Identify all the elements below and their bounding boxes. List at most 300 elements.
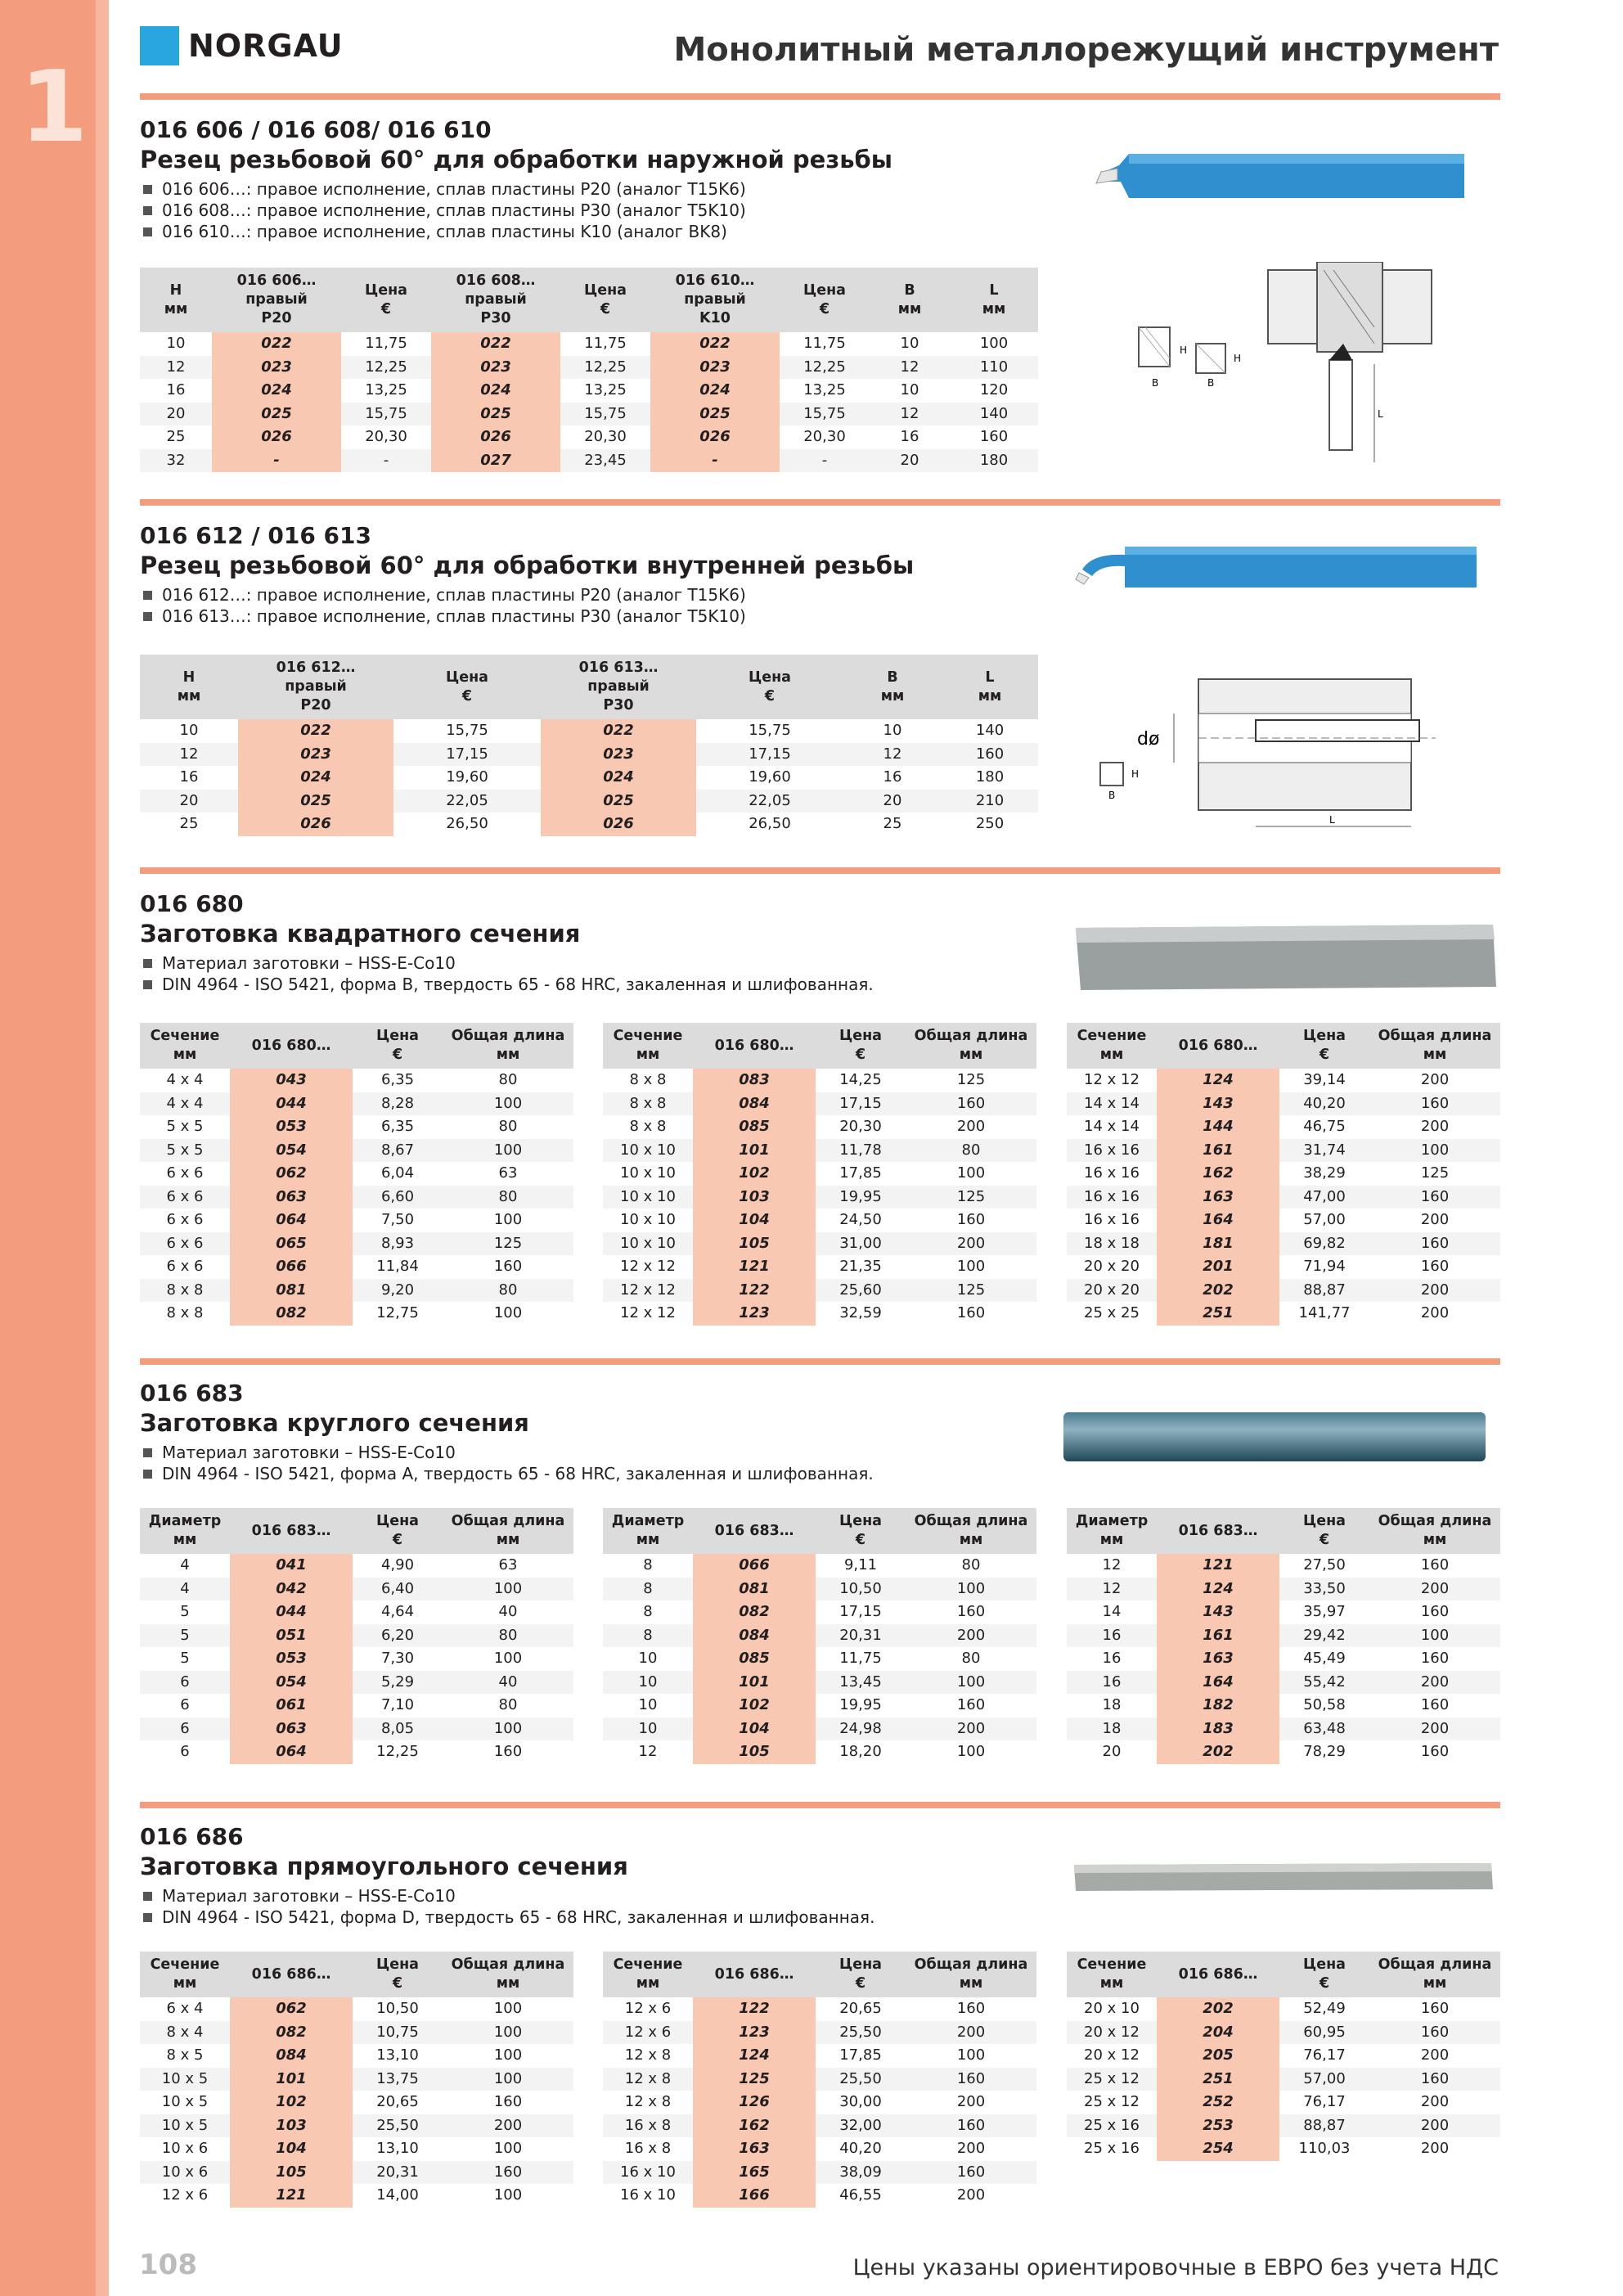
bullet-item: 016 612…: правое исполнение, сплав пластины P20 (аналог T15K6)	[143, 584, 746, 606]
article-code: 066	[693, 1554, 816, 1578]
table-cell: 180	[942, 766, 1038, 790]
table-row	[140, 1578, 573, 1601]
table-cell: 140	[942, 719, 1038, 743]
dim-h-label: H	[1131, 768, 1140, 780]
column-header: Общая длина мм	[1369, 1508, 1500, 1554]
table-row	[140, 1717, 573, 1741]
table-cell: 80	[443, 1069, 573, 1092]
table-cell: 200	[1369, 2137, 1500, 2161]
table-cell: 16	[1067, 1647, 1157, 1671]
table-row	[140, 449, 1038, 473]
dim-h-label: H	[1180, 344, 1188, 356]
table-cell: 20,31	[353, 2161, 443, 2185]
table-cell: 32	[140, 449, 212, 473]
table-cell: 100	[443, 2137, 573, 2161]
article-code: 023	[431, 356, 560, 380]
section-code: 016 686	[140, 1823, 244, 1850]
table-row	[140, 719, 1038, 743]
table-cell: 160	[906, 1600, 1036, 1624]
price-table	[1067, 1952, 1500, 2161]
column-header: Цена €	[816, 1508, 906, 1554]
table-cell: 10 x 5	[140, 2068, 230, 2091]
table-cell: 4 x 4	[140, 1092, 230, 1116]
article-code: 064	[230, 1740, 353, 1764]
table-cell: 5	[140, 1624, 230, 1648]
table-cell: 200	[906, 2137, 1036, 2161]
column-header: Сечение мм	[603, 1023, 693, 1069]
table-cell: 20,30	[780, 425, 870, 449]
table-cell: 5 x 5	[140, 1115, 230, 1139]
table-cell: 10 x 10	[603, 1186, 693, 1209]
table-row	[140, 743, 1038, 767]
table-cell: 12 x 8	[603, 2068, 693, 2091]
table-cell: 6	[140, 1717, 230, 1741]
table-cell: 31,74	[1279, 1139, 1369, 1163]
article-code: 026	[431, 425, 560, 449]
table-row	[140, 2137, 573, 2161]
table-cell: 10	[603, 1694, 693, 1717]
article-code: 143	[1157, 1600, 1279, 1624]
table-row	[603, 1578, 1036, 1601]
table-cell: 8,67	[353, 1139, 443, 1163]
table-cell: 10	[603, 1717, 693, 1741]
table-cell: 120	[950, 379, 1038, 403]
table-cell: 11,78	[816, 1139, 906, 1163]
bullet-list	[143, 178, 746, 242]
table-cell: 10,75	[353, 2021, 443, 2045]
table-cell: 200	[906, 2184, 1036, 2208]
column-header: B мм	[843, 655, 942, 719]
table-header-row	[603, 1508, 1036, 1554]
table-row	[1067, 1279, 1500, 1303]
table-cell: 5	[140, 1647, 230, 1671]
table-cell: 8,05	[353, 1717, 443, 1741]
table-cell: 17,15	[393, 743, 541, 767]
table-cell: 20	[1067, 1740, 1157, 1764]
article-code: 182	[1157, 1694, 1279, 1717]
table-cell: 100	[1369, 1139, 1500, 1163]
table-cell: 11,75	[341, 332, 431, 356]
article-code: 062	[230, 1997, 353, 2021]
table-cell: 40	[443, 1600, 573, 1624]
table-cell: 125	[906, 1069, 1036, 1092]
table-row	[140, 1694, 573, 1717]
article-code: 022	[431, 332, 560, 356]
article-code: 205	[1157, 2044, 1279, 2068]
article-code: 082	[230, 1302, 353, 1326]
article-code: 161	[1157, 1624, 1279, 1648]
article-code: 144	[1157, 1115, 1279, 1139]
article-code: 026	[212, 425, 341, 449]
table-cell: 200	[1369, 2091, 1500, 2114]
table-cell: 200	[906, 2091, 1036, 2114]
article-code: 122	[693, 1997, 816, 2021]
table-cell: 13,25	[560, 379, 650, 403]
article-code: 105	[693, 1232, 816, 1256]
table-cell: 100	[1369, 1624, 1500, 1648]
table-row	[1067, 1578, 1500, 1601]
article-code: 103	[693, 1186, 816, 1209]
table-cell: 88,87	[1279, 1279, 1369, 1303]
table-cell: 20 x 20	[1067, 1255, 1157, 1279]
table-row	[603, 1740, 1036, 1764]
article-code: 082	[693, 1600, 816, 1624]
table-cell: 160	[443, 2091, 573, 2114]
table-cell: 160	[1369, 1997, 1500, 2021]
column-header: Диаметр мм	[1067, 1508, 1157, 1554]
table-cell: 76,17	[1279, 2044, 1369, 2068]
table-cell: 200	[1369, 1671, 1500, 1695]
bullet-item: Материал заготовки – HSS-E-Co10	[143, 1442, 874, 1463]
tool-diagram-external	[1129, 262, 1456, 475]
price-table	[140, 268, 1038, 472]
table-header-row	[603, 1952, 1036, 1997]
table-cell: 8,28	[353, 1092, 443, 1116]
article-code: 026	[541, 813, 696, 836]
table-cell: 160	[906, 2114, 1036, 2138]
column-header: 016 680…	[693, 1023, 816, 1069]
table-cell: 100	[443, 2068, 573, 2091]
table-cell: 200	[906, 1115, 1036, 1139]
table-row	[1067, 2091, 1500, 2114]
price-table	[140, 1023, 573, 1326]
table-row	[140, 1740, 573, 1764]
table-cell: 100	[443, 1209, 573, 1232]
table-cell: 14,25	[816, 1069, 906, 1092]
table-cell: 10	[870, 332, 950, 356]
table-cell: 17,15	[816, 1600, 906, 1624]
article-code: 251	[1157, 1302, 1279, 1326]
table-cell: 4,90	[353, 1554, 443, 1578]
table-cell: 10 x 6	[140, 2161, 230, 2185]
table-row	[140, 356, 1038, 380]
table-row	[140, 1302, 573, 1326]
dim-h-label: H	[1234, 353, 1242, 364]
table-cell: 13,25	[341, 379, 431, 403]
table-cell: 200	[1369, 1279, 1500, 1303]
article-code: 201	[1157, 1255, 1279, 1279]
section-title: Заготовка прямоугольного сечения	[140, 1853, 628, 1880]
table-cell: 200	[906, 1624, 1036, 1648]
table-cell: 38,29	[1279, 1162, 1369, 1186]
table-cell: 8 x 8	[140, 1279, 230, 1303]
article-code: 063	[230, 1717, 353, 1741]
section-title: Заготовка квадратного сечения	[140, 920, 581, 948]
table-cell: 20,30	[560, 425, 650, 449]
table-row	[140, 1554, 573, 1578]
table-row	[1067, 1092, 1500, 1116]
table-cell: 10,50	[816, 1578, 906, 1601]
article-code: 101	[230, 2068, 353, 2091]
article-code: 204	[1157, 2021, 1279, 2045]
column-header: Сечение мм	[1067, 1952, 1157, 1997]
dim-b-label: B	[1152, 377, 1159, 389]
table-cell: 80	[443, 1624, 573, 1648]
article-code: 022	[212, 332, 341, 356]
column-header: 016 606… правый P20	[212, 268, 341, 332]
table-row	[603, 1232, 1036, 1256]
table-cell: 8,93	[353, 1232, 443, 1256]
section-title: Резец резьбовой 60° для обработки наружной резьбы	[140, 146, 893, 173]
table-cell: 19,60	[393, 766, 541, 790]
table-row	[1067, 2114, 1500, 2138]
table-cell: 200	[906, 1232, 1036, 1256]
table-header-row	[140, 1508, 573, 1554]
table-cell: 17,85	[816, 2044, 906, 2068]
table-cell: 200	[1369, 1209, 1500, 1232]
article-code: 181	[1157, 1232, 1279, 1256]
article-code: 252	[1157, 2091, 1279, 2114]
section-title: Заготовка круглого сечения	[140, 1409, 529, 1437]
table-cell: 11,75	[816, 1647, 906, 1671]
table-cell: 18	[1067, 1694, 1157, 1717]
column-header: Диаметр мм	[140, 1508, 230, 1554]
article-code: 165	[693, 2161, 816, 2185]
table-cell: 13,10	[353, 2044, 443, 2068]
table-cell: 10,50	[353, 1997, 443, 2021]
table-cell: 125	[1369, 1162, 1500, 1186]
table-cell: 12	[140, 743, 238, 767]
table-row	[140, 2068, 573, 2091]
table-cell: 15,75	[393, 719, 541, 743]
table-cell: 125	[443, 1232, 573, 1256]
table-cell: 160	[942, 743, 1038, 767]
table-cell: 6	[140, 1740, 230, 1764]
table-cell: 9,11	[816, 1554, 906, 1578]
table-cell: 25,50	[353, 2114, 443, 2138]
table-cell: 4	[140, 1554, 230, 1578]
table-cell: 38,09	[816, 2161, 906, 2185]
table-cell: 8	[603, 1600, 693, 1624]
table-cell: 78,29	[1279, 1740, 1369, 1764]
table-cell: 100	[443, 2021, 573, 2045]
table-header-row	[140, 1952, 573, 1997]
article-code: 026	[650, 425, 780, 449]
table-cell: 8 x 5	[140, 2044, 230, 2068]
article-code: 026	[238, 813, 393, 836]
column-header: 016 683…	[1157, 1508, 1279, 1554]
article-code: 101	[693, 1671, 816, 1695]
bullet-item: 016 606…: правое исполнение, сплав пластины P20 (аналог T15K6)	[143, 178, 746, 200]
table-row	[603, 1647, 1036, 1671]
table-row	[1067, 1554, 1500, 1578]
table-cell: 20,30	[341, 425, 431, 449]
table-row	[140, 332, 1038, 356]
table-cell: 100	[443, 1139, 573, 1163]
column-header: 016 613… правый P30	[541, 655, 696, 719]
table-row	[140, 1232, 573, 1256]
table-cell: 60,95	[1279, 2021, 1369, 2045]
table-cell: 5 x 5	[140, 1139, 230, 1163]
article-code: 082	[230, 2021, 353, 2045]
table-row	[140, 1092, 573, 1116]
table-cell: 80	[906, 1647, 1036, 1671]
table-row	[140, 1209, 573, 1232]
column-header: 016 683…	[230, 1508, 353, 1554]
article-code: 103	[230, 2114, 353, 2138]
table-cell: 80	[443, 1279, 573, 1303]
table-cell: 12 x 6	[603, 2021, 693, 2045]
table-cell: 80	[443, 1115, 573, 1139]
column-header: Цена €	[341, 268, 431, 332]
article-code: 202	[1157, 1279, 1279, 1303]
table-cell: 20 x 20	[1067, 1279, 1157, 1303]
table-row	[603, 1279, 1036, 1303]
table-cell: 63,48	[1279, 1717, 1369, 1741]
page-number: 108	[139, 2249, 197, 2281]
article-code: 164	[1157, 1209, 1279, 1232]
section-code: 016 612 / 016 613	[140, 522, 372, 549]
table-cell: 10	[870, 379, 950, 403]
table-cell: 10 x 6	[140, 2137, 230, 2161]
table-row	[1067, 1694, 1500, 1717]
bullet-list	[143, 1442, 874, 1484]
article-code: 053	[230, 1115, 353, 1139]
table-cell: 25 x 12	[1067, 2091, 1157, 2114]
table-cell: 19,95	[816, 1186, 906, 1209]
table-cell: 17,15	[816, 1092, 906, 1116]
table-cell: 200	[1369, 1115, 1500, 1139]
column-header: Сечение мм	[603, 1952, 693, 1997]
table-cell: 7,50	[353, 1209, 443, 1232]
section-divider	[140, 1802, 1500, 1808]
table-cell: 16 x 16	[1067, 1209, 1157, 1232]
table-cell: 20	[843, 790, 942, 813]
section-code: 016 683	[140, 1380, 244, 1407]
article-code: 023	[650, 356, 780, 380]
table-row	[603, 1717, 1036, 1741]
table-cell: 16 x 10	[603, 2184, 693, 2208]
table-cell: 14 x 14	[1067, 1115, 1157, 1139]
table-cell: 18 x 18	[1067, 1232, 1157, 1256]
table-cell: 13,45	[816, 1671, 906, 1695]
table-row	[1067, 1162, 1500, 1186]
table-cell: 6,40	[353, 1578, 443, 1601]
column-header: Цена €	[353, 1952, 443, 1997]
table-cell: 22,05	[696, 790, 843, 813]
article-code: 025	[650, 403, 780, 426]
table-cell: 11,75	[780, 332, 870, 356]
table-cell: 39,14	[1279, 1069, 1369, 1092]
column-header: L мм	[942, 655, 1038, 719]
table-cell: 16	[843, 766, 942, 790]
table-row	[140, 1671, 573, 1695]
column-header: Общая длина мм	[906, 1952, 1036, 1997]
table-cell: 4	[140, 1578, 230, 1601]
table-cell: 5,29	[353, 1671, 443, 1695]
price-table	[140, 655, 1038, 836]
table-row	[1067, 1232, 1500, 1256]
table-cell: 80	[443, 1186, 573, 1209]
table-cell: 12 x 8	[603, 2044, 693, 2068]
table-cell: 10 x 10	[603, 1209, 693, 1232]
table-cell: 210	[942, 790, 1038, 813]
table-cell: 100	[443, 1578, 573, 1601]
table-cell: 27,50	[1279, 1554, 1369, 1578]
column-header: L мм	[950, 268, 1038, 332]
table-cell: 24,98	[816, 1717, 906, 1741]
table-cell: 33,50	[1279, 1578, 1369, 1601]
table-cell: 100	[906, 1578, 1036, 1601]
article-code: 085	[693, 1115, 816, 1139]
article-code: 125	[693, 2068, 816, 2091]
table-row	[140, 1162, 573, 1186]
article-code: 025	[431, 403, 560, 426]
column-header: 016 683…	[693, 1508, 816, 1554]
table-cell: 16 x 10	[603, 2161, 693, 2185]
table-cell: 12	[603, 1740, 693, 1764]
table-cell: 4 x 4	[140, 1069, 230, 1092]
article-code: 102	[693, 1162, 816, 1186]
table-row	[603, 1302, 1036, 1326]
table-cell: 12	[140, 356, 212, 380]
article-code: 042	[230, 1578, 353, 1601]
table-cell: 140	[950, 403, 1038, 426]
article-code: 022	[541, 719, 696, 743]
table-cell: 10 x 10	[603, 1232, 693, 1256]
section-divider	[140, 93, 1500, 100]
table-row	[140, 790, 1038, 813]
column-header: H мм	[140, 655, 238, 719]
column-header: Цена €	[353, 1508, 443, 1554]
column-header: Цена €	[696, 655, 843, 719]
table-cell: 20 x 12	[1067, 2021, 1157, 2045]
column-header: 016 610… правый K10	[650, 268, 780, 332]
table-cell: 12 x 12	[1067, 1069, 1157, 1092]
article-code: 164	[1157, 1671, 1279, 1695]
table-cell: 100	[906, 2044, 1036, 2068]
dim-l-label: L	[1329, 814, 1335, 826]
table-cell: 20,65	[353, 2091, 443, 2114]
table-cell: 16 x 16	[1067, 1186, 1157, 1209]
table-row	[603, 2091, 1036, 2114]
bullet-item: DIN 4964 - ISO 5421, форма A, твердость 65 - 68 HRC, закаленная и шлифованная.	[143, 1463, 874, 1484]
table-cell: 12	[870, 403, 950, 426]
table-cell: 10	[603, 1671, 693, 1695]
article-code: 022	[238, 719, 393, 743]
table-cell: 125	[906, 1186, 1036, 1209]
table-cell: 26,50	[393, 813, 541, 836]
article-code: 101	[693, 1139, 816, 1163]
column-header: 016 680…	[230, 1023, 353, 1069]
column-header: Сечение мм	[1067, 1023, 1157, 1069]
article-code: 202	[1157, 1997, 1279, 2021]
table-cell: 6,35	[353, 1115, 443, 1139]
table-row	[603, 1115, 1036, 1139]
table-cell: 80	[906, 1139, 1036, 1163]
table-cell: 200	[1369, 2114, 1500, 2138]
table-row	[140, 813, 1038, 836]
table-cell: 6,35	[353, 1069, 443, 1092]
section-title: Резец резьбовой 60° для обработки внутренней резьбы	[140, 551, 915, 579]
bullet-item: 016 608…: правое исполнение, сплав пластины P30 (аналог T5K10)	[143, 200, 746, 221]
table-cell: 10	[843, 719, 942, 743]
table-cell: 8 x 8	[140, 1302, 230, 1326]
table-cell: 21,35	[816, 1255, 906, 1279]
article-code: 163	[693, 2137, 816, 2161]
table-row	[140, 2161, 573, 2185]
table-cell: 71,94	[1279, 1255, 1369, 1279]
table-cell: 88,87	[1279, 2114, 1369, 2138]
article-code: 064	[230, 1209, 353, 1232]
article-code: 025	[541, 790, 696, 813]
table-cell: 160	[1369, 1694, 1500, 1717]
table-row	[603, 2044, 1036, 2068]
bullet-list	[143, 952, 874, 995]
side-tab	[0, 0, 109, 2296]
table-cell: 200	[1369, 1717, 1500, 1741]
article-code: 102	[693, 1694, 816, 1717]
